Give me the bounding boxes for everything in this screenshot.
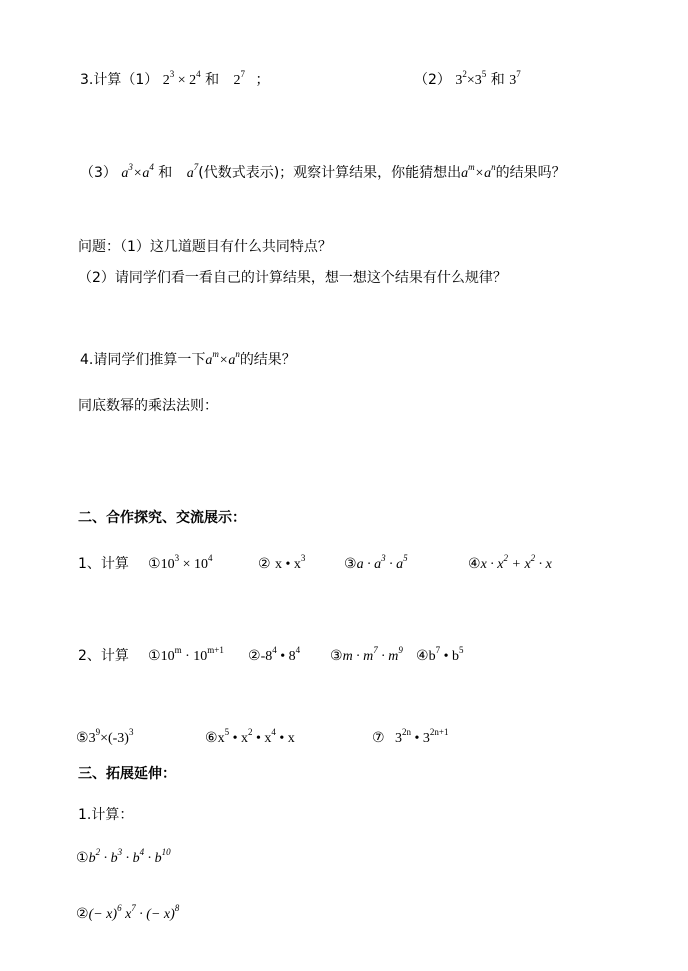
section2-heading: 二、合作探究、交流展示：: [78, 510, 246, 526]
c2-item4: $④b^7$ • $b^5$: [416, 645, 464, 664]
q3-expr4: $3^7$: [509, 69, 521, 88]
problem-line1: 问题：（1）这几道题目有什么共同特点？: [78, 239, 332, 255]
q3b-text2: 的结果吗？: [495, 165, 566, 181]
q3-label: 3.计算（1）: [80, 72, 159, 88]
section3-heading: 三、拓展延伸：: [78, 766, 176, 782]
ext-label: 1.计算：: [78, 807, 134, 823]
q3-expr3: $3^2\times 3^5$: [455, 69, 487, 88]
q4-line: [80, 350, 296, 371]
q4-suffix: 的结果？: [239, 352, 296, 368]
c1-item3: ③a · $a^3 \cdot a^5$: [344, 553, 408, 572]
q3b-he: 和: [158, 165, 173, 181]
q3b-expr2: $a^7$: [186, 162, 199, 181]
q4-expr: $a^m\times a^n$: [205, 349, 240, 368]
q3b-expr3: $a^m\times a^n$: [461, 162, 496, 181]
q3-line: [80, 70, 269, 91]
c1-line: [78, 554, 678, 574]
q3-label2: （2）: [414, 72, 451, 88]
q3b-text1: (代数式表示)；观察计算结果，你能猜想出: [198, 165, 462, 181]
c1-item1: $①10^3 \times 10^4$: [148, 553, 213, 572]
c3-item7: ⑦ $3^{2n}$ • $3^{2n+1}$: [372, 727, 449, 746]
q4-prefix: 4.请同学们推算一下: [80, 352, 206, 368]
q3-he2: 和: [490, 72, 505, 88]
rule-label: 同底数幂的乘法法则：: [78, 398, 218, 414]
c1-item4: ④x · $x^2 + x^2 \cdot x$: [468, 553, 552, 572]
c3-line: [76, 728, 676, 749]
q3-expr1: $2^3 \times 2^4$: [162, 69, 201, 88]
q3-he1: 和: [205, 72, 220, 88]
c2-item1: $①10^m \cdot 10^{m+1}$: [148, 645, 224, 664]
q3-semicolon: ；: [255, 72, 270, 88]
ext-row1: $①b^2 \cdot b^3 \cdot b^4 \cdot b^{10}$: [76, 847, 171, 866]
problem-line2: （2）请同学们看一看自己的计算结果，想一想这个结果有什么规律？: [78, 270, 507, 286]
c1-item2: ② x • $x^3$: [258, 553, 306, 572]
q3b-label: （3）: [80, 165, 117, 181]
ext-row2: ②(− x)$^6$ $x^7$ · (− x)$^8$: [76, 903, 180, 922]
c2-label: 2、计算: [78, 648, 129, 664]
q3-part2: [414, 70, 521, 91]
c1-label: 1、计算: [78, 556, 129, 572]
q3b-line: [80, 163, 566, 184]
c3-item5: $⑤3^9\times(-3)^3$: [76, 727, 134, 746]
q3-expr2: $2^7$: [233, 69, 246, 88]
c2-line: [78, 646, 678, 666]
q3b-expr1: $a^3\times a^4$: [121, 162, 154, 181]
c2-item3: ③m · $m^7 \cdot m^9$: [330, 645, 403, 664]
c2-item2: $②-8^4$ • $8^4$: [248, 645, 301, 664]
c3-item6: $⑥x^5$ • $x^2$ • $x^4$ • x: [205, 727, 295, 746]
